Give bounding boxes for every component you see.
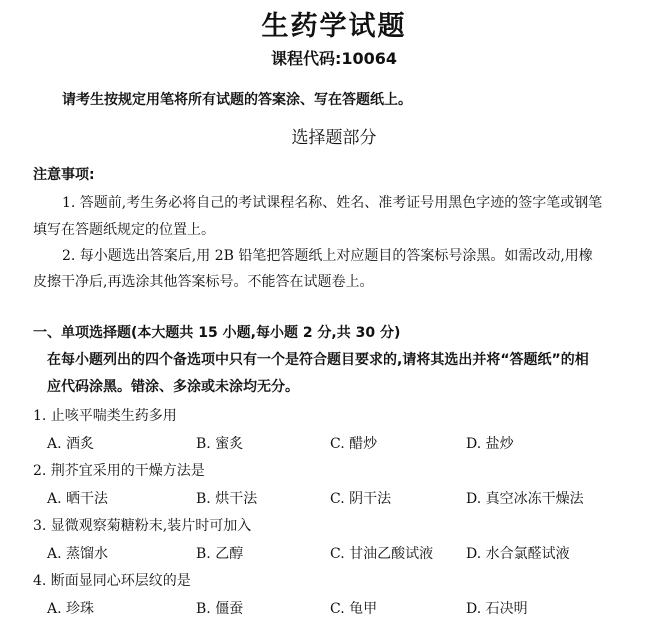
exam-instruction: 请考生按规定用笔将所有试题的答案涂、写在答题纸上。: [62, 92, 412, 108]
question-2-option-d: D. 真空冰冻干燥法: [466, 491, 584, 507]
question-4-option-b: B. 僵蚕: [196, 601, 244, 617]
question-3-option-c: C. 甘油乙酸试液: [330, 546, 434, 562]
question-4-stem: 4. 断面显同心环层纹的是: [33, 573, 191, 589]
question-3-option-d: D. 水合氯醛试液: [466, 546, 570, 562]
exam-title: 生药学试题: [261, 11, 407, 42]
note-item-1-line-2: 填写在答题纸规定的位置上。: [33, 222, 215, 238]
part1-desc-line-2: 应代码涂黑。错涂、多涂或未涂均无分。: [47, 379, 299, 395]
question-1-option-d: D. 盐炒: [466, 436, 514, 452]
note-item-2-line-2: 皮擦干净后,再选涂其他答案标号。不能答在试题卷上。: [33, 274, 374, 290]
part1-heading: 一、单项选择题(本大题共 15 小题,每小题 2 分,共 30 分): [33, 325, 401, 341]
question-2-option-b: B. 烘干法: [196, 491, 258, 507]
question-3-stem: 3. 显微观察菊糖粉末,装片时可加入: [33, 518, 252, 534]
question-2-option-c: C. 阴干法: [330, 491, 392, 507]
section-title: 选择题部分: [291, 128, 377, 148]
question-4-option-d: D. 石决明: [466, 601, 528, 617]
question-3-option-b: B. 乙醇: [196, 546, 244, 562]
course-code: 课程代码:10064: [270, 49, 398, 68]
question-2-stem: 2. 荆芥宜采用的干燥方法是: [33, 463, 205, 479]
question-1-stem: 1. 止咳平喘类生药多用: [33, 408, 177, 424]
question-3-option-a: A. 蒸馏水: [47, 546, 109, 562]
question-1-option-b: B. 蜜炙: [196, 436, 244, 452]
question-1-option-a: A. 酒炙: [47, 436, 95, 452]
question-4-option-a: A. 珍珠: [47, 601, 95, 617]
question-2-option-a: A. 晒干法: [47, 491, 109, 507]
note-item-1-line-1: 1. 答题前,考生务必将自己的考试课程名称、姓名、准考证号用黑色字迹的签字笔或钢笔: [62, 195, 603, 211]
part1-desc-line-1: 在每小题列出的四个备选项中只有一个是符合题目要求的,请将其选出并将“答题纸”的相: [47, 352, 589, 368]
question-1-option-c: C. 醋炒: [330, 436, 378, 452]
notes-heading: 注意事项:: [33, 167, 95, 183]
question-4-option-c: C. 龟甲: [330, 601, 378, 617]
note-item-2-line-1: 2. 每小题选出答案后,用 2B 铅笔把答题纸上对应题目的答案标号涂黑。如需改动,用橡: [62, 248, 593, 264]
